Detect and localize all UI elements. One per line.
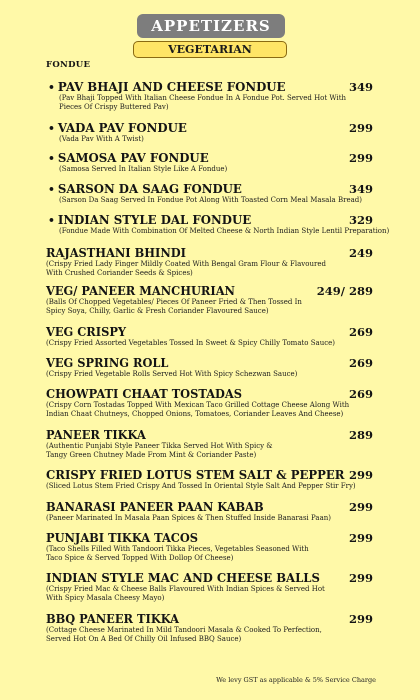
description-line: (Crispy Fried Mac & Cheese Balls Flavoured With Indian Spices & Served Hot — [46, 585, 325, 593]
menu-item-title: VADA PAV FONDUE — [57, 121, 187, 135]
description-line: (Crispy Fried Assorted Vegetables Tossed In Sweet & Spicy Chilly Tomato Sauce) — [46, 339, 336, 347]
menu-item-name — [46, 284, 235, 298]
menu-item-description — [46, 545, 309, 563]
description-line: (Fondue Made With Combination Of Melted Cheese & North Indian Style Lentil Preparation) — [59, 227, 390, 235]
menu-item-name — [48, 151, 209, 166]
menu-item-title: BBQ PANEER TIKKA — [46, 612, 180, 626]
menu-item-price: 299 — [348, 468, 373, 482]
description-line: Indian Chaat Chutneys, Chopped Onions, Tomatoes, Coriander Leaves And Cheese) — [46, 410, 344, 418]
description-line: (Samosa Served In Italian Style Like A Fondue) — [59, 165, 228, 173]
menu-item-name — [46, 500, 264, 514]
description-line: (Vada Pav With A Twist) — [59, 135, 144, 143]
menu-item-title: SARSON DA SAAG FONDUE — [57, 182, 242, 196]
menu-item-price: 269 — [348, 387, 373, 401]
description-line: Tangy Green Chutney Made From Mint & Coriander Paste) — [46, 451, 257, 459]
menu-item-price: 269 — [348, 325, 373, 339]
menu-item-name — [46, 468, 344, 482]
menu-item-title: VEG CRISPY — [46, 325, 127, 339]
menu-item-title: PAV BHAJI AND CHEESE FONDUE — [57, 80, 286, 94]
fondue-section-label: FONDUE — [46, 60, 91, 70]
menu-item-price: 269 — [348, 356, 373, 370]
description-line: (Taco Shells Filled With Tandoori Tikka Pieces, Vegetables Seasoned With — [46, 545, 309, 553]
menu-item-title: INDIAN STYLE MAC AND CHEESE BALLS — [46, 571, 320, 585]
description-line: (Crispy Corn Tostadas Topped With Mexican Taco Grilled Cottage Cheese Along With — [46, 401, 350, 409]
menu-item-description — [59, 165, 227, 174]
menu-item-description — [46, 626, 322, 644]
menu-item-price: 249 — [348, 246, 373, 260]
menu-item-name — [46, 325, 126, 339]
description-line: Spicy Soya, Chilly, Garlic & Fresh Coriander Flavoured Sauce) — [46, 307, 269, 315]
description-line: (Authentic Punjabi Style Paneer Tikka Served Hot With Spicy & — [46, 442, 273, 450]
description-line: Pieces Of Crispy Buttered Pav) — [59, 103, 169, 111]
menu-item-title: PANEER TIKKA — [46, 428, 146, 442]
menu-item-title: VEG/ PANEER MANCHURIAN — [46, 284, 235, 298]
menu-item-name — [46, 428, 146, 442]
description-line: With Crushed Coriander Seeds & Spices) — [46, 269, 193, 277]
bullet-icon: • — [48, 214, 55, 227]
description-line: (Pav Bhaji Topped With Italian Cheese Fondue In A Fondue Pot. Served Hot With — [59, 94, 347, 102]
menu-item-price: 329 — [348, 213, 373, 227]
menu-item-title: PUNJABI TIKKA TACOS — [46, 531, 199, 545]
menu-item-price: 299 — [348, 531, 373, 545]
menu-item-description — [46, 370, 297, 379]
menu-item-price: 299 — [348, 121, 373, 135]
description-line: (Crispy Fried Vegetable Rolls Served Hot With Spicy Schezwan Sauce) — [46, 370, 298, 378]
description-line: With Spicy Masala Cheesy Mayo) — [46, 594, 165, 602]
menu-item-title: CHOWPATI CHAAT TOSTADAS — [46, 387, 243, 401]
menu-item-description — [46, 401, 349, 419]
menu-item-title: VEG SPRING ROLL — [46, 356, 169, 370]
menu-item-name — [46, 387, 242, 401]
menu-item-price: 299 — [348, 612, 373, 626]
menu-item-description — [46, 514, 331, 523]
menu-item-description — [46, 585, 325, 603]
appetizers-banner: APPETIZERS — [137, 14, 285, 38]
menu-item-name — [46, 356, 168, 370]
bullet-icon: • — [48, 122, 55, 135]
menu-item-description — [46, 482, 356, 491]
menu-item-description — [59, 94, 346, 112]
menu-item-name — [46, 571, 320, 585]
description-line: (Paneer Marinated In Masala Paan Spices & Then Stuffed Inside Banarasi Paan) — [46, 514, 332, 522]
bullet-icon: • — [48, 152, 55, 165]
menu-item-description — [59, 227, 389, 236]
menu-item-title: INDIAN STYLE DAL FONDUE — [57, 213, 252, 227]
description-line: Served Hot On A Bed Of Chilly Oil Infused BBQ Sauce) — [46, 635, 242, 643]
menu-item-price: 299 — [348, 571, 373, 585]
menu-item-title: CRISPY FRIED LOTUS STEM SALT & PEPPER — [46, 468, 345, 482]
menu-item-description — [46, 339, 335, 348]
menu-item-name — [48, 182, 242, 197]
description-line: (Cottage Cheese Marinated In Mild Tandoori Masala & Cooked To Perfection, — [46, 626, 322, 634]
menu-item-title: BANARASI PANEER PAAN KABAB — [46, 500, 264, 514]
menu-item-price: 299 — [348, 151, 373, 165]
menu-item-price: 349 — [348, 182, 373, 196]
menu-item-price: 349 — [348, 80, 373, 94]
vegetarian-subbanner: VEGETARIAN — [133, 41, 287, 58]
description-line: Taco Spice & Served Topped With Dollop Of Cheese) — [46, 554, 234, 562]
menu-item-description — [46, 260, 326, 278]
bullet-icon: • — [48, 183, 55, 196]
menu-item-name — [46, 531, 198, 545]
tax-note: We levy GST as applicable & 5% Service Charge — [216, 676, 376, 684]
menu-item-title: RAJASTHANI BHINDI — [46, 246, 186, 260]
bullet-icon: • — [48, 81, 55, 94]
menu-item-price: 289 — [348, 428, 373, 442]
description-line: (Crispy Fried Lady Finger Mildly Coated With Bengal Gram Flour & Flavoured — [46, 260, 326, 268]
description-line: (Sarson Da Saag Served In Fondue Pot Along With Toasted Corn Meal Masala Bread) — [59, 196, 362, 204]
menu-item-name — [46, 246, 186, 260]
description-line: (Balls Of Chopped Vegetables/ Pieces Of Paneer Fried & Then Tossed In — [46, 298, 302, 306]
menu-item-description — [46, 298, 302, 316]
description-line: (Sliced Lotus Stem Fried Crispy And Tossed In Oriental Style Salt And Pepper Stir Fry) — [46, 482, 356, 490]
menu-item-name — [48, 80, 286, 95]
menu-item-description — [59, 196, 362, 205]
menu-item-description — [46, 442, 273, 460]
menu-item-name — [46, 612, 179, 626]
menu-item-name — [48, 213, 251, 228]
menu-item-name — [48, 121, 187, 136]
menu-item-title: SAMOSA PAV FONDUE — [57, 151, 209, 165]
menu-item-price: 299 — [348, 500, 373, 514]
menu-item-description — [59, 135, 144, 144]
menu-item-price: 249/ 289 — [316, 284, 373, 298]
